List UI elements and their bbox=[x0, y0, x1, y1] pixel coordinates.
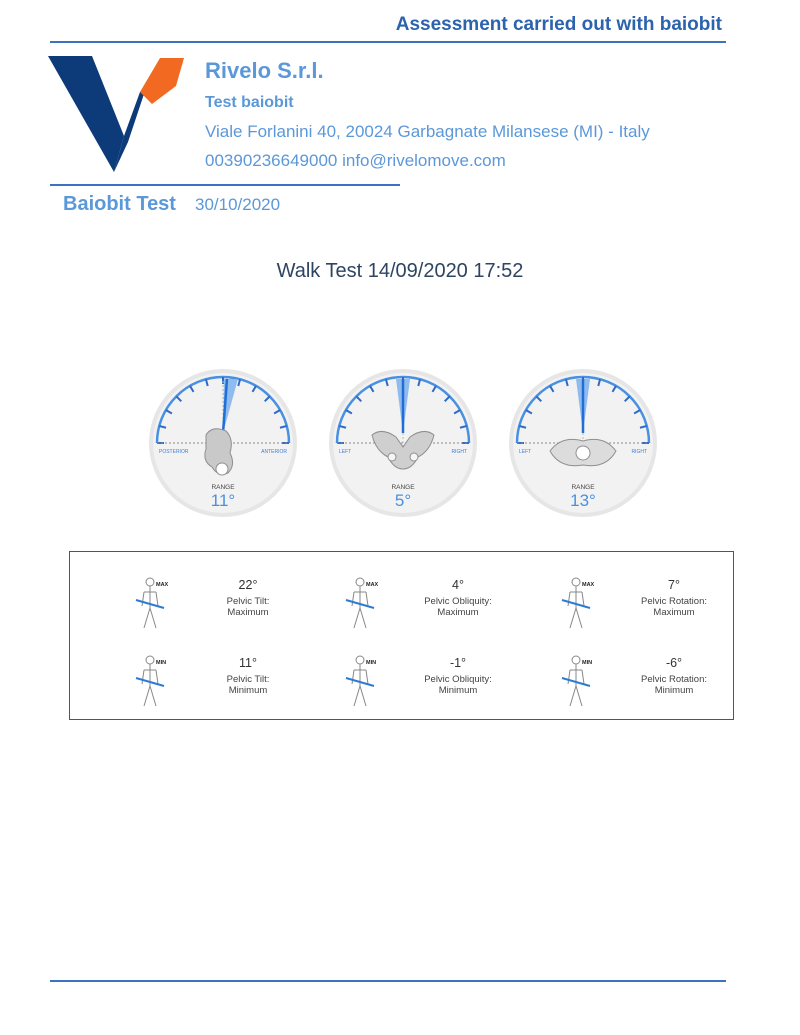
metric-label bbox=[188, 674, 308, 696]
walk-test-title: Walk Test 14/09/2020 17:52 bbox=[276, 260, 524, 282]
obliquity-figure-icon bbox=[342, 576, 388, 634]
metric-label-line2: Maximum bbox=[437, 607, 479, 618]
gauge-right-label: RIGHT bbox=[451, 449, 467, 455]
metric-label bbox=[614, 596, 734, 618]
metric-value: 22° bbox=[238, 578, 258, 592]
metric-label-line1: Pelvic Tilt: bbox=[226, 674, 270, 685]
rotation-figure-icon bbox=[558, 654, 604, 712]
metric-label-line2: Maximum bbox=[227, 607, 269, 618]
metric-label bbox=[398, 596, 518, 618]
metric-card bbox=[132, 576, 332, 636]
gauge-range-label: RANGE bbox=[211, 484, 235, 491]
gauge-right-label: ANTERIOR bbox=[261, 449, 287, 455]
tilt-figure-icon bbox=[132, 654, 178, 712]
gauge-range-label: RANGE bbox=[571, 484, 595, 491]
company-address: Viale Forlanini 40, 20024 Garbagnate Milansese (MI) - Italy bbox=[205, 122, 650, 141]
metric-card bbox=[342, 654, 542, 714]
metric-label bbox=[188, 596, 308, 618]
company-logo bbox=[48, 52, 184, 174]
gauge-right-label: RIGHT bbox=[631, 449, 647, 455]
metric-card bbox=[558, 576, 758, 636]
metric-label-line2: Minimum bbox=[228, 685, 268, 696]
metric-badge: MAX bbox=[156, 582, 169, 588]
gauge-range-label: RANGE bbox=[391, 484, 415, 491]
company-contact: 00390236649000 info@rivelomove.com bbox=[205, 151, 506, 170]
gauge-range-value: 5° bbox=[394, 491, 412, 510]
metric-badge: MIN bbox=[582, 660, 593, 666]
metric-value: -6° bbox=[665, 656, 683, 670]
metric-label-line1: Pelvic Obliquity: bbox=[424, 674, 492, 685]
report-banner: Assessment carried out with baiobit bbox=[395, 14, 722, 35]
metric-label-line2: Maximum bbox=[653, 607, 695, 618]
metric-label-line2: Minimum bbox=[438, 685, 478, 696]
metric-card bbox=[342, 576, 542, 636]
bottom-divider bbox=[50, 980, 726, 982]
metric-label-line1: Pelvic Rotation: bbox=[640, 674, 707, 685]
metric-card bbox=[132, 654, 332, 714]
metric-label-line1: Pelvic Obliquity: bbox=[424, 596, 492, 607]
obliquity-figure-icon bbox=[342, 654, 388, 712]
pelvis-top-icon bbox=[550, 439, 616, 465]
gauge-left-label: LEFT bbox=[519, 449, 532, 455]
test-date: 30/10/2020 bbox=[195, 195, 281, 214]
test-label: Baiobit Test bbox=[63, 193, 176, 215]
gauge-left-label: LEFT bbox=[339, 449, 352, 455]
metric-label bbox=[614, 674, 734, 696]
metric-badge: MAX bbox=[582, 582, 595, 588]
gauge-range-value: 11° bbox=[210, 491, 236, 510]
rotation-figure-icon bbox=[558, 576, 604, 634]
metric-value: 7° bbox=[668, 578, 680, 592]
metric-label-line1: Pelvic Rotation: bbox=[640, 596, 707, 607]
metric-value: 11° bbox=[239, 656, 257, 670]
gauge-3 bbox=[506, 365, 660, 521]
metric-card bbox=[558, 654, 758, 714]
metric-badge: MAX bbox=[366, 582, 379, 588]
gauge-1 bbox=[146, 365, 300, 521]
gauge-left-label: POSTERIOR bbox=[159, 449, 189, 455]
metric-badge: MIN bbox=[366, 660, 377, 666]
metric-value: 4° bbox=[452, 578, 464, 592]
top-divider bbox=[50, 41, 726, 43]
company-name: Rivelo S.r.l. bbox=[205, 58, 324, 83]
company-subtitle: Test baiobit bbox=[205, 94, 294, 111]
header-divider bbox=[50, 184, 400, 186]
metric-label-line2: Minimum bbox=[654, 685, 694, 696]
gauge-2 bbox=[326, 365, 480, 521]
metric-badge: MIN bbox=[156, 660, 167, 666]
metric-value: -1° bbox=[449, 656, 467, 670]
tilt-figure-icon bbox=[132, 576, 178, 634]
gauge-range-value: 13° bbox=[570, 491, 596, 510]
metrics-panel bbox=[69, 551, 734, 720]
metric-label-line1: Pelvic Tilt: bbox=[226, 596, 270, 607]
metric-label bbox=[398, 674, 518, 696]
